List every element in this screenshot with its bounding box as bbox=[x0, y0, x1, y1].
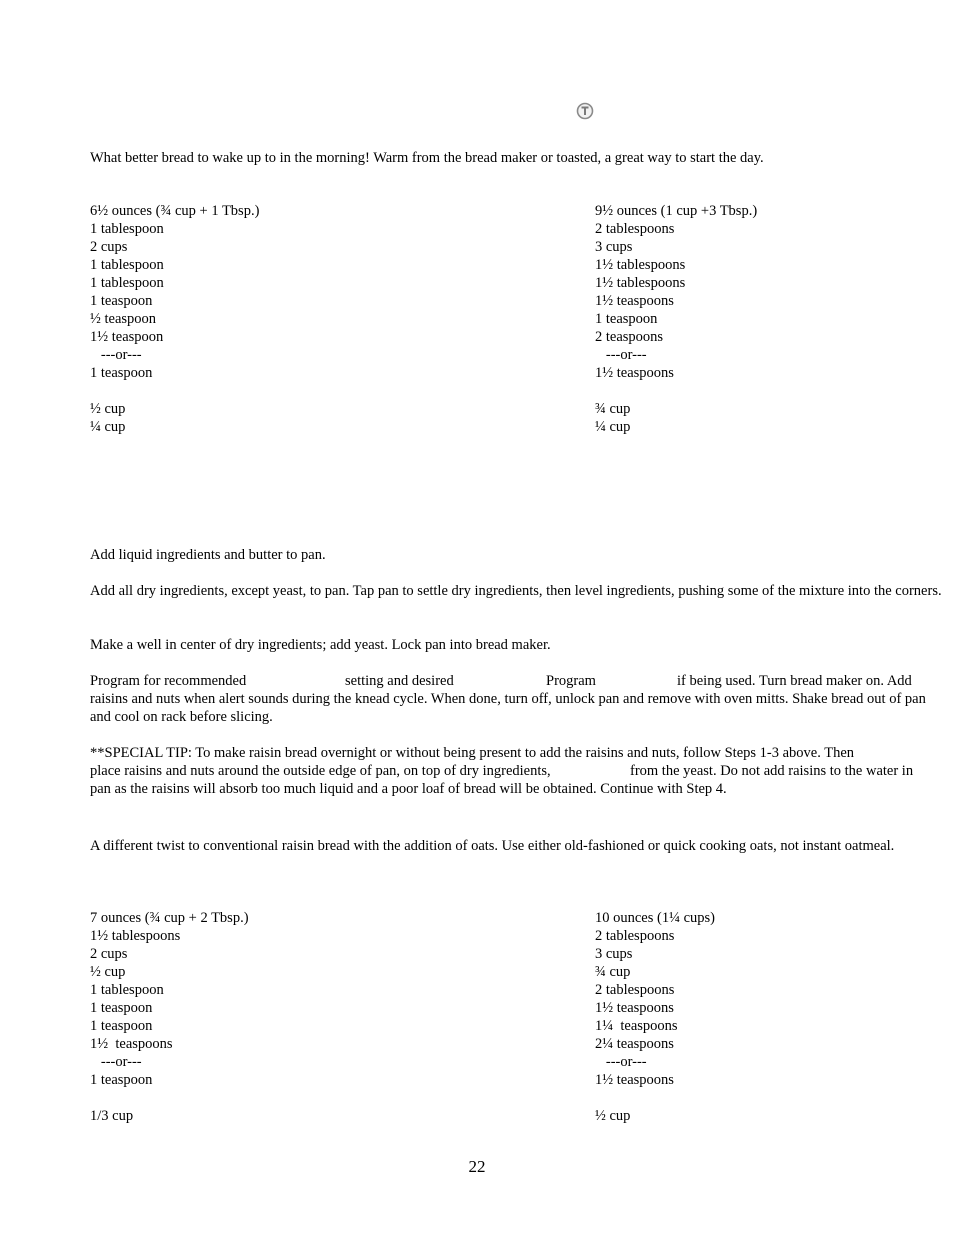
step-4-part-c: Program bbox=[546, 673, 596, 689]
step-4-rest: raisins and nuts when alert sounds during the knead cycle. When done, turn off, unlock pan and remove with oven mitts. Shake bread out of pan and cool on rack before slicing. bbox=[90, 691, 926, 725]
ingredient-quantity: ---or--- bbox=[595, 1054, 647, 1070]
ingredient-quantity: 1 teaspoon bbox=[90, 1072, 153, 1088]
step-1: Add liquid ingredients and butter to pan. bbox=[90, 547, 326, 563]
ingredient-quantity: 10 ounces (1¼ cups) bbox=[595, 910, 716, 926]
step-3: Make a well in center of dry ingredients; add yeast. Lock pan into bread maker. bbox=[90, 637, 551, 653]
step-2: Add all dry ingredients, except yeast, to pan. Tap pan to settle dry ingredients, then level ingredients, pushing some of the mixture into the corners. bbox=[90, 583, 942, 599]
ingredient-quantity: 2 teaspoons bbox=[595, 329, 664, 345]
recipe2-small-quantities bbox=[90, 909, 249, 1125]
ingredient-quantity: 2 tablespoons bbox=[595, 221, 675, 237]
ingredient-quantity: 1 teaspoon bbox=[90, 1018, 153, 1034]
ingredient-quantity: 1 tablespoon bbox=[90, 221, 164, 237]
ingredient-quantity: 2 cups bbox=[90, 946, 128, 962]
ingredient-quantity: ---or--- bbox=[90, 347, 142, 363]
special-tip-line3: pan as the raisins will absorb too much liquid and a poor loaf of bread will be obtained. Continue with Step 4. bbox=[90, 781, 727, 797]
ingredient-quantity: 1½ teaspoons bbox=[595, 293, 674, 309]
ingredient-quantity: 1½ teaspoons bbox=[595, 1000, 674, 1016]
recipe1-large-quantities bbox=[595, 202, 757, 436]
ingredient-quantity: 1 teaspoon bbox=[90, 1000, 153, 1016]
step-4-part-b: setting and desired bbox=[345, 673, 454, 689]
ingredient-quantity: 1 tablespoon bbox=[90, 257, 164, 273]
ingredient-quantity: 1½ teaspoons bbox=[90, 1036, 173, 1052]
ingredient-quantity: ¼ cup bbox=[595, 419, 631, 435]
recipe1-intro: What better bread to wake up to in the morning! Warm from the bread maker or toasted, a great way to start the day. bbox=[90, 150, 764, 166]
ingredient-quantity: 2¼ teaspoons bbox=[595, 1036, 674, 1052]
special-tip-line1: **SPECIAL TIP: To make raisin bread overnight or without being present to add the raisins and nuts, follow Steps 1-3 above. Then bbox=[90, 745, 855, 761]
ingredient-quantity: 1½ tablespoons bbox=[90, 928, 181, 944]
tip-icon bbox=[576, 102, 594, 120]
ingredient-quantity: 1½ tablespoons bbox=[595, 257, 686, 273]
recipe1-small-quantities bbox=[90, 202, 259, 436]
ingredient-quantity: ½ cup bbox=[90, 964, 126, 980]
ingredient-quantity: 1 teaspoon bbox=[595, 311, 658, 327]
ingredient-quantity: 1½ teaspoon bbox=[90, 329, 164, 345]
ingredient-quantity: 2 tablespoons bbox=[595, 928, 675, 944]
ingredient-quantity: 3 cups bbox=[595, 946, 633, 962]
ingredient-quantity: ---or--- bbox=[595, 347, 647, 363]
ingredient-quantity: 6½ ounces (¾ cup + 1 Tbsp.) bbox=[90, 203, 260, 219]
ingredient-quantity: 9½ ounces (1 cup +3 Tbsp.) bbox=[595, 203, 758, 219]
ingredient-quantity: ¾ cup bbox=[595, 964, 631, 980]
recipe2-large-quantities bbox=[595, 909, 715, 1125]
ingredient-quantity: 7 ounces (¾ cup + 2 Tbsp.) bbox=[90, 910, 249, 926]
ingredient-quantity: 1/3 cup bbox=[90, 1108, 134, 1124]
ingredient-quantity: 1¼ teaspoons bbox=[595, 1018, 678, 1034]
ingredient-quantity: 2 tablespoons bbox=[595, 982, 675, 998]
ingredient-quantity: 2 cups bbox=[90, 239, 128, 255]
ingredient-quantity bbox=[595, 1089, 715, 1107]
ingredient-quantity: 1½ teaspoons bbox=[595, 365, 674, 381]
ingredient-quantity: 1 tablespoon bbox=[90, 275, 164, 291]
ingredient-quantity: 3 cups bbox=[595, 239, 633, 255]
step-4-part-d: if being used. Turn bread maker on. Add bbox=[677, 673, 912, 689]
ingredient-quantity: 1½ tablespoons bbox=[595, 275, 686, 291]
ingredient-quantity bbox=[90, 1089, 249, 1107]
ingredient-quantity: 1 tablespoon bbox=[90, 982, 164, 998]
ingredient-quantity: ½ cup bbox=[90, 401, 126, 417]
ingredient-quantity bbox=[90, 382, 259, 400]
page-number: 22 bbox=[468, 1157, 486, 1176]
ingredient-quantity: ¾ cup bbox=[595, 401, 631, 417]
ingredient-quantity: ¼ cup bbox=[90, 419, 126, 435]
ingredient-quantity: ½ cup bbox=[595, 1108, 631, 1124]
special-tip-line2b: from the yeast. Do not add raisins to the water in bbox=[630, 763, 914, 779]
ingredient-quantity: ---or--- bbox=[90, 1054, 142, 1070]
ingredient-quantity: 1 teaspoon bbox=[90, 293, 153, 309]
special-tip-line2a: place raisins and nuts around the outside edge of pan, on top of dry ingredients, bbox=[90, 763, 551, 779]
step-4-part-a: Program for recommended bbox=[90, 673, 247, 689]
ingredient-quantity: 1 teaspoon bbox=[90, 365, 153, 381]
ingredient-quantity: 1½ teaspoons bbox=[595, 1072, 674, 1088]
recipe2-intro: A different twist to conventional raisin bread with the addition of oats. Use either old-fashioned or quick cooking oats, not instant oatmeal. bbox=[90, 838, 895, 854]
ingredient-quantity bbox=[595, 382, 757, 400]
ingredient-quantity: ½ teaspoon bbox=[90, 311, 157, 327]
